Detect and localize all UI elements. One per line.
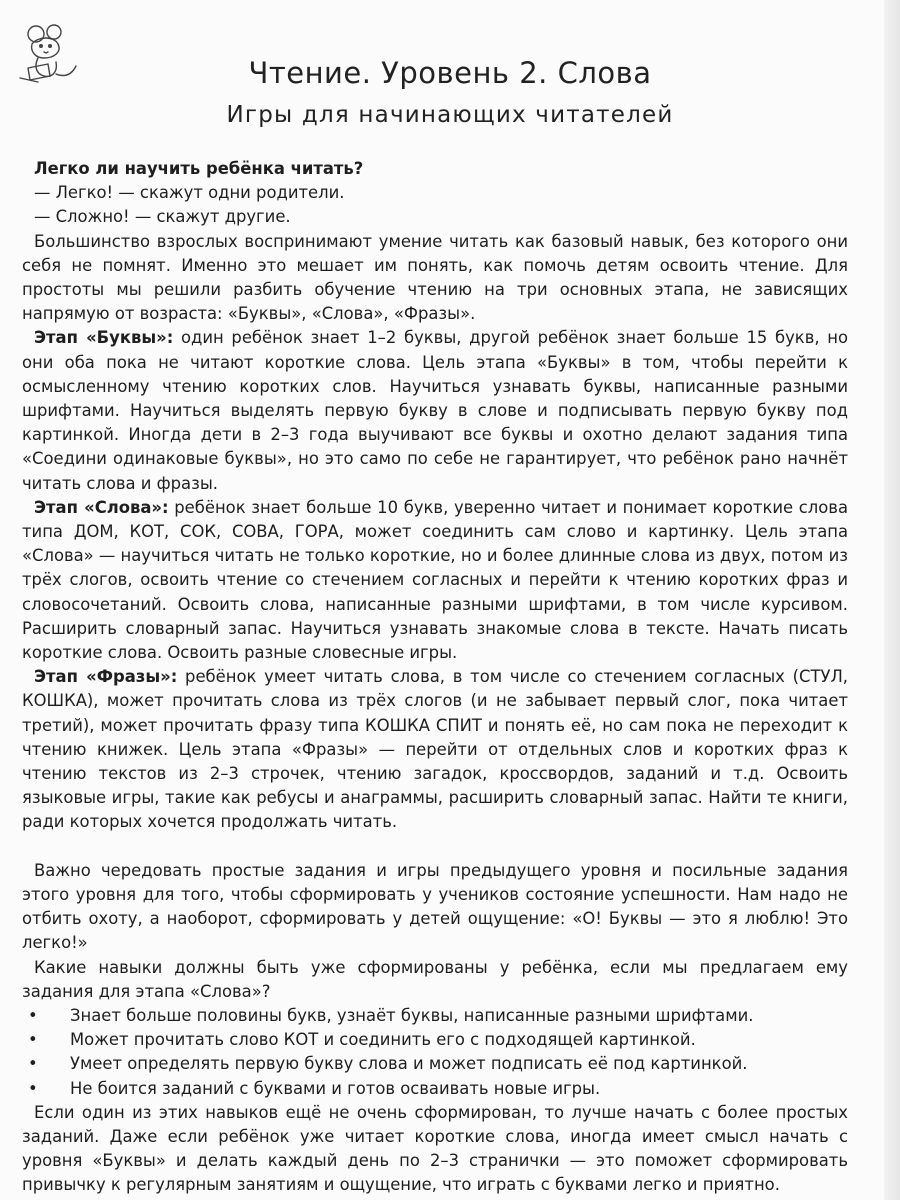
skills-list [22, 1004, 848, 1101]
spacer [22, 835, 848, 859]
stage-label: Этап «Фразы»: [34, 667, 178, 687]
stage-text: ребёнок знает больше 10 букв, уверенно читает и понимает короткие слова типа ДОМ, КОТ, СОК, СОВА, ГОРА, может соединить сам слово и картинку. Цель этапа «Слова» — научиться читать не только короткие, но и более длинные слова из двух, потом из трёх слогов, освоить чтение со стечением согласных и перейти к чтению коротких фраз и словосочетаний. Освоить слова, написанные разными шрифтами, в том числе курсивом. Расширить словарный запас. Научиться узнавать знакомые слова в тексте. Начать писать короткие слова. Освоить разные словесные игры. [22, 497, 848, 663]
conclusion-paragraph: Если один из этих навыков ещё не очень сформирован, то лучше начать с более простых заданий. Даже если ребёнок уже читает короткие слова, иногда имеет смысл начать с уровня «Буквы» и делать каждый день по 2–3 странички — это поможет сформировать привычку к регулярным занятиям и ощущение, что играть с буквами легко и приятно. [22, 1102, 848, 1195]
article-body [22, 157, 848, 1198]
stage-text: ребёнок умеет читать слова, в том числе со стечением согласных (СТУЛ, КОШКА), может прочитать слова из трёх слогов (и не забывает первый слог, пока читает третий), может прочитать фразу типа КОШКА СПИТ и понять её, но сам пока не переходит к чтению книжек. Цель этапа «Фразы» — перейти от отдельных слов и коротких фраз к чтению текстов из 2–3 строчек, чтению загадок, кроссвордов, заданий и т.д. Освоить языковые игры, такие как ребусы и анаграммы, расширить словарный запас. Найти те книги, ради которых хочется продолжать читать. [22, 667, 848, 832]
list-item: • Знает больше половины букв, узнаёт буквы, написанные разными шрифтами. [22, 1004, 848, 1028]
stage-paragraph-letters [22, 326, 848, 495]
page-subtitle: Игры для начинающих читателей [226, 102, 674, 128]
stage-paragraph-words [22, 496, 848, 665]
list-item: • Умеет определять первую букву слова и может подписать её под картинкой. [22, 1052, 848, 1076]
stage-label: Этап «Буквы»: [34, 328, 174, 348]
important-paragraph: Важно чередовать простые задания и игры предыдущего уровня и посильные задания этого уровня для того, чтобы сформировать у учеников состояние успешности. Нам надо не отбить охоту, а наоборот, сформировать у детей ощущение: «О! Буквы — это я люблю! Это легко!» [22, 860, 848, 953]
bullet: • [28, 1078, 38, 1098]
bullet: • [28, 1005, 38, 1025]
page-edge [884, 0, 900, 1200]
list-item: • Не боится заданий с буквами и готов осваивать новые игры. [22, 1077, 848, 1101]
intro-line: — Сложно! — скажут другие. [34, 207, 291, 227]
stage-label: Этап «Слова»: [34, 497, 169, 517]
intro-line: — Легко! — скажут одни родители. [34, 183, 345, 203]
list-item: • Может прочитать слово КОТ и соединить его с подходящей картинкой. [22, 1028, 848, 1052]
stage-text: один ребёнок знает 1–2 буквы, другой ребёнок знает больше 15 букв, но они оба пока не читают короткие слова. Цель этапа «Буквы» в том, чтобы перейти к осмысленному чтению коротких слов. Научиться узнавать буквы, написанные разными шрифтами. Научиться выделять первую букву в слове и подписывать первую букву под картинкой. Иногда дети в 2–3 года выучивают все буквы и охотно делают задания типа «Соедини одинаковые буквы», но это само по себе не гарантирует, что ребёнок рано начнёт читать слова и фразы. [22, 328, 848, 493]
bullet: • [28, 1054, 38, 1074]
page-title: Чтение. Уровень 2. Слова [248, 56, 652, 90]
intro-paragraph: Большинство взрослых воспринимают умение читать как базовый навык, без которого они себя не помнят. Именно это мешает им понять, как помочь детям освоить чтение. Для простоты мы решили разбить обучение чтению на три основных этапа, не зависящих напрямую от возраста: «Буквы», «Слова», «Фразы». [22, 231, 848, 324]
bullet: • [28, 1030, 38, 1050]
skills-question: Какие навыки должны быть уже сформированы у ребёнка, если мы предлагаем ему задания для этапа «Слова»? [22, 957, 848, 1001]
stage-paragraph-phrases [22, 665, 848, 834]
intro-question: Легко ли научить ребёнка читать? [34, 159, 364, 178]
